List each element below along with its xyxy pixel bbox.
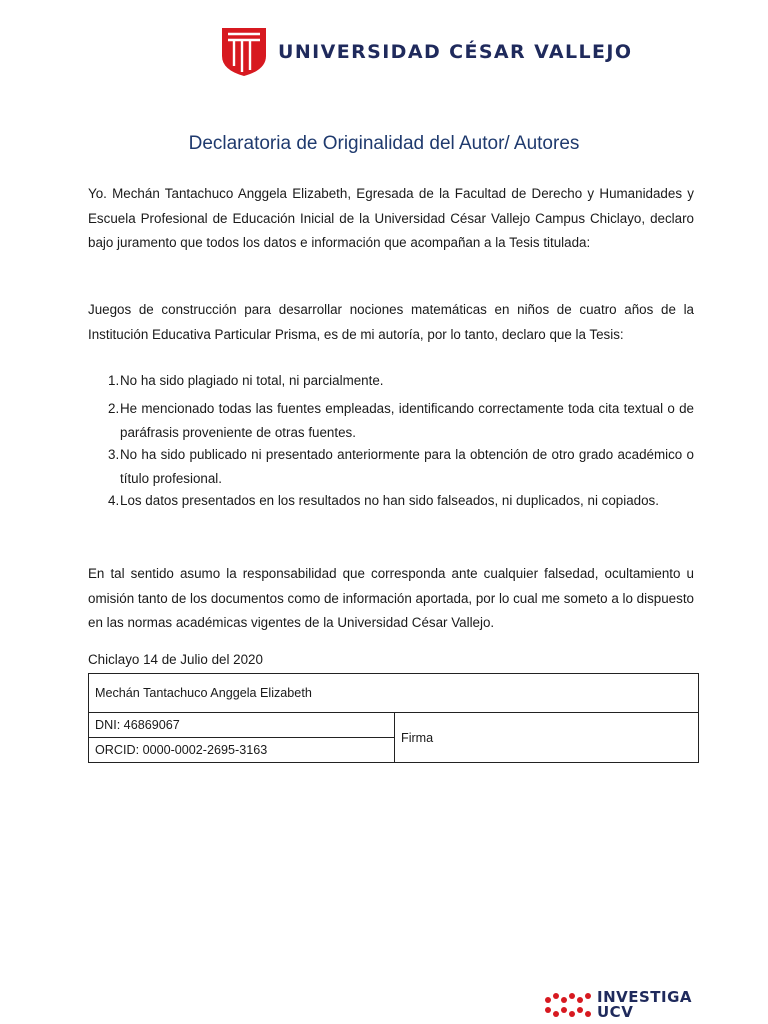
signature-table	[88, 673, 699, 763]
declaration-list	[88, 369, 694, 513]
thesis-paragraph: Juegos de construcción para desarrollar nociones matemáticas en niños de cuatro años de la Institución Educativa Particular Prisma, es de mi autoría, por lo tanto, declaro que la Tesis:	[88, 302, 694, 342]
list-item	[88, 397, 694, 443]
list-text: He mencionado todas las fuentes empleadas, identificando correctamente toda cita textual o de paráfrasis proveniente de otras fuentes.	[120, 401, 694, 440]
list-item	[88, 489, 694, 513]
investiga-ucv-logo	[543, 990, 692, 1020]
place-date: Chiclayo 14 de Julio del 2020	[88, 652, 263, 667]
list-item	[88, 443, 694, 489]
list-item	[88, 369, 694, 397]
list-number: 1.	[108, 373, 120, 388]
ucv-shield-icon	[220, 26, 268, 78]
signature-cell: Firma	[395, 713, 699, 763]
dni-cell: DNI: 46869067	[89, 713, 395, 738]
list-number: 2.	[108, 401, 120, 416]
list-text: Los datos presentados en los resultados no han sido falseados, ni duplicados, ni copiados.	[120, 493, 659, 508]
footer-line2: UCV	[597, 1003, 634, 1021]
footer-line1: INVESTIGA	[597, 988, 693, 1006]
list-text: No ha sido publicado ni presentado anteriormente para la obtención de otro grado académico o título profesional.	[120, 447, 694, 486]
dots-pattern-icon	[543, 990, 593, 1020]
university-name: UNIVERSIDAD CÉSAR VALLEJO	[278, 41, 633, 63]
responsibility-paragraph: En tal sentido asumo la responsabilidad que corresponda ante cualquier falsedad, ocultamiento u omisión tanto de los documentos como de información aportada, por lo cual me someto a lo dispuesto en las normas académicas vigentes de la Universidad César Vallejo.	[88, 566, 694, 630]
list-number: 3.	[108, 447, 120, 462]
author-name-cell: Mechán Tantachuco Anggela Elizabeth	[89, 674, 699, 713]
orcid-cell: ORCID: 0000-0002-2695-3163	[89, 738, 395, 763]
document-title: Declaratoria de Originalidad del Autor/ Autores	[188, 133, 580, 154]
intro-paragraph: Yo. Mechán Tantachuco Anggela Elizabeth, Egresada de la Facultad de Derecho y Humanidades y Escuela Profesional de Educación Inicial de la Universidad César Vallejo Campus Chiclayo, declaro bajo juramento que todos los datos e información que acompañan a la Tesis titulada:	[88, 186, 694, 250]
footer-brand	[597, 990, 692, 1020]
university-logo	[220, 26, 632, 78]
list-number: 4.	[108, 493, 120, 508]
list-text: No ha sido plagiado ni total, ni parcialmente.	[120, 373, 384, 388]
